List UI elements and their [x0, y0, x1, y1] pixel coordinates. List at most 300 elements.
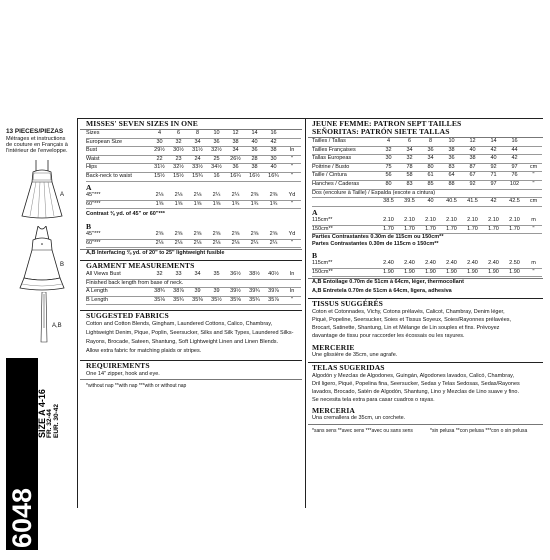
- fr-size-row-value: 32: [378, 146, 399, 155]
- en-size-row-value: 42: [264, 138, 283, 147]
- fr-size-row-value: 16: [504, 138, 525, 146]
- en-size-row-value: 6: [169, 130, 188, 138]
- en-size-row-value: 28: [245, 155, 264, 164]
- fr-yardage-a-row-value: 2.10: [441, 217, 462, 225]
- en-size-row-value: 36: [207, 138, 226, 147]
- en-size-row-value: 40: [264, 164, 283, 173]
- en-size-row-value: 24: [188, 155, 207, 164]
- fr-yardage-b-row-unit: m: [525, 260, 542, 268]
- en-size-row-unit: In: [283, 147, 301, 156]
- en-size-row-value: 16: [264, 130, 283, 138]
- fr-size-row-label: Poitrine / Busto: [312, 163, 378, 172]
- fr-yardage-b-row-value: 2.40: [399, 260, 420, 268]
- fr-yardage-a-row-value: 2.10: [462, 217, 483, 225]
- fr-mercerie-title: MERCERIE: [312, 343, 355, 352]
- en-size-row-value: 32: [169, 138, 188, 147]
- en-garment-row-label: B Length: [86, 296, 150, 305]
- en-garment-row-label: All Views Bust: [86, 271, 150, 279]
- en-garment-row-value: 35⅛: [150, 296, 169, 305]
- en-size-row-value: 16¾: [264, 172, 283, 181]
- fr-size-row-value: 40: [483, 155, 504, 164]
- fr-size-row-value: 97: [504, 163, 525, 172]
- view-label-a: A: [60, 192, 65, 198]
- en-garment-row-value: 33: [169, 271, 188, 279]
- fr-yardage-b-row-value: 1.90: [462, 268, 483, 277]
- en-garment-row-value: 35⅞: [264, 296, 283, 305]
- en-b-label: B: [86, 222, 92, 231]
- fr-size-row-value: 12: [462, 138, 483, 146]
- es-merceria-title: MERCERIA: [312, 406, 355, 415]
- fr-yardage-b-row-value: 2.40: [378, 260, 399, 268]
- en-size-row-value: 34: [188, 138, 207, 147]
- en-yardage-b-row-value: 2⅝: [188, 231, 207, 239]
- en-garment-row-value: 38⅞: [169, 288, 188, 297]
- en-size-row-value: 38: [226, 138, 245, 147]
- fr-yardage-a-row-value: 2.10: [504, 217, 525, 225]
- fr-yardage-b-row-value: 1.90: [441, 268, 462, 277]
- fr-size-row-unit: [525, 155, 542, 164]
- fr-yardage-b-row-value: 1.90: [399, 268, 420, 277]
- es-telas-line-2: Dril ligero, Piqué, Popelina fina, Seersucker, Sedas y Telas Sedosas, Sedas/Rayones: [312, 381, 520, 387]
- en-size-row-value: 31½: [188, 147, 207, 156]
- fr-size-row: [312, 198, 542, 207]
- fr-size-row-label: Taille / Cintura: [312, 172, 378, 181]
- en-garment-row: [86, 288, 301, 297]
- en-yardage-b-row-value: 2⅛: [188, 239, 207, 248]
- en-yardage-b-row-label: 45"***: [86, 231, 150, 239]
- en-garment-row-label: A Length: [86, 288, 150, 297]
- fr-size-row-value: 4: [378, 138, 399, 146]
- en-yardage-b-row-value: 2⅛: [226, 239, 245, 248]
- fr-yardage-b-row-value: 2.40: [462, 260, 483, 268]
- en-yardage-b-row-value: 2⅛: [207, 239, 226, 248]
- es-contrast: Partes Contrastantes 0.30m de 115cm o 150cm**: [312, 241, 439, 247]
- en-yardage-a-row-unit: Yd: [283, 192, 301, 200]
- fr-size-row-unit: [525, 146, 542, 155]
- en-yardage-b-row-label: 60"***: [86, 239, 150, 248]
- fr-yardage-a-row-value: 2.10: [420, 217, 441, 225]
- fr-size-row-unit: ": [525, 172, 542, 181]
- en-size-row-value: 34½: [207, 164, 226, 173]
- en-size-row-value: 36: [226, 164, 245, 173]
- view-label-ab: A,B: [52, 323, 62, 329]
- en-garment-row-label: Finished back length from base of neck.: [86, 279, 301, 288]
- fr-size-row-unit: [525, 138, 542, 146]
- fr-size-row-value: 83: [399, 180, 420, 189]
- en-size-row-value: 25: [207, 155, 226, 164]
- en-garment-row-value: 35½: [207, 296, 226, 305]
- fr-yardage-a-row-value: 1.70: [399, 225, 420, 234]
- en-garment-row-value: 35¾: [169, 296, 188, 305]
- fr-size-row-value: 71: [483, 172, 504, 181]
- fr-size-row-value: 40: [420, 198, 441, 207]
- en-yardage-a-row: [86, 200, 301, 209]
- fr-size-row-unit: cm: [525, 198, 542, 207]
- fr-size-row-value: 40: [462, 146, 483, 155]
- en-size-row-value: 32½: [207, 147, 226, 156]
- en-garment-row-value: 40½: [264, 271, 283, 279]
- en-garment-row-value: 38½: [245, 271, 264, 279]
- fr-yardage-a-row: [312, 217, 542, 225]
- en-size-row-value: 10: [207, 130, 226, 138]
- en-yardage-a-row-value: 2¼: [207, 192, 226, 200]
- en-size-row-value: 16¼: [226, 172, 245, 181]
- en-size-row-value: 16½: [245, 172, 264, 181]
- fr-yardage-a-row-value: 1.70: [504, 225, 525, 234]
- en-requirements-title: REQUIREMENTS: [86, 361, 150, 370]
- en-size-row: [86, 172, 301, 181]
- en-size-row-value: 38: [264, 147, 283, 156]
- en-a-table: [86, 192, 301, 209]
- fr-size-row-value: 38.5: [378, 198, 399, 207]
- en-size-row-value: 30: [264, 155, 283, 164]
- pieces-label: 13 PIECES/PIEZAS: [6, 128, 64, 135]
- fr-size-row-value: 38: [441, 146, 462, 155]
- fr-size-row-unit: ": [525, 180, 542, 189]
- en-garment-row-unit: In: [283, 288, 301, 297]
- fr-size-row-value: 92: [483, 163, 504, 172]
- fr-yardage-a-row-value: 2.10: [378, 217, 399, 225]
- fr-yardage-b-row-value: 2.40: [483, 260, 504, 268]
- en-yardage-b-row-value: 2⅝: [207, 231, 226, 239]
- en-size-row-unit: ": [283, 172, 301, 181]
- en-yardage-b-row-value: 2⅛: [169, 239, 188, 248]
- fr-yardage-b-row: [312, 260, 542, 268]
- fr-size-row-value: 97: [483, 180, 504, 189]
- en-size-row: [86, 155, 301, 164]
- fr-tissus-line-4: davantage de tissu pour raccorder les écossais ou les rayures.: [312, 333, 465, 339]
- fr-yardage-a-row-label: 150cm**: [312, 225, 378, 234]
- fr-yardage-a-row-value: 1.70: [441, 225, 462, 234]
- en-garment-row-value: 39⅞: [264, 288, 283, 297]
- fr-yardage-b-row-label: 150cm**: [312, 268, 378, 277]
- en-yardage-a-row-value: 1⅝: [150, 200, 169, 209]
- fr-size-row-value: 80: [420, 163, 441, 172]
- french-note-2: de couture en Français à: [6, 142, 68, 148]
- en-size-row-unit: ": [283, 164, 301, 173]
- en-garment-row-value: 36½: [226, 271, 245, 279]
- fr-yardage-b-row-value: 2.50: [504, 260, 525, 268]
- french-note-1: Métrages et instructions: [6, 136, 66, 142]
- en-garment-row-value: 39½: [226, 288, 245, 297]
- left-divider: [77, 118, 78, 508]
- en-contrast: Contrast ⅜ yd. of 45" or 60"***: [86, 211, 165, 217]
- en-garment-row-value: 35⅝: [226, 296, 245, 305]
- fr-tissus-line-3: Brocart, Satinette, Shantung, Lin et Mélange de Lin souples et fins. Prévoyez: [312, 325, 500, 331]
- en-size-row-value: 15¾: [188, 172, 207, 181]
- en-size-row-value: 36: [245, 147, 264, 156]
- fr-yardage-b-row-label: 115cm**: [312, 260, 378, 268]
- fr-size-row-value: 83: [441, 163, 462, 172]
- fr-size-row-label: Dos (encolure à Taille) / Espalda (escote a cintura): [312, 189, 542, 198]
- en-size-row-value: 8: [188, 130, 207, 138]
- en-size-row-value: 29½: [150, 147, 169, 156]
- fr-size-row-value: 80: [378, 180, 399, 189]
- en-garment-row-unit: In: [283, 271, 301, 279]
- dress-a-illustration: [18, 158, 68, 220]
- en-yardage-a-row-value: 2⅛: [150, 192, 169, 200]
- en-size-row: [86, 147, 301, 156]
- fr-size-row: [312, 155, 542, 164]
- fr-yardage-a-row: [312, 225, 542, 234]
- en-size-row: [86, 138, 301, 147]
- en-yardage-a-row-value: 2⅛: [169, 192, 188, 200]
- fr-size-row-label: Hanches / Caderas: [312, 180, 378, 189]
- fr-size-row-value: 39.5: [399, 198, 420, 207]
- en-garment-row-value: 39¾: [245, 288, 264, 297]
- en-garment-row-value: 35¾: [245, 296, 264, 305]
- es-telas-title: TELAS SUGERIDAS: [312, 363, 385, 372]
- back-view-illustration: [38, 292, 50, 344]
- dress-b-illustration: [18, 226, 68, 292]
- en-yardage-b-row-unit: Yd: [283, 231, 301, 239]
- fr-size-row-value: 75: [378, 163, 399, 172]
- en-garment-row: [86, 296, 301, 305]
- en-size-row-label: European Size: [86, 138, 150, 147]
- en-size-row: [86, 130, 301, 138]
- fr-size-row: [312, 138, 542, 146]
- en-size-row-value: 14: [245, 130, 264, 138]
- fr-yardage-b-row-value: 1.90: [483, 268, 504, 277]
- fr-size-row-value: 42.5: [504, 198, 525, 207]
- en-size-row-value: 12: [226, 130, 245, 138]
- fr-yardage-a-row-value: 2.10: [399, 217, 420, 225]
- en-size-row-value: 15½: [169, 172, 188, 181]
- fr-size-row-value: 8: [420, 138, 441, 146]
- en-garment-row-value: 32: [150, 271, 169, 279]
- fr-size-row-value: 42: [483, 198, 504, 207]
- en-yardage-b-row-value: 2⅝: [226, 231, 245, 239]
- es-telas-line-1: Algodón y Mezclas de Algodones, Guingán, Algodones lavados, Calicó, Chambray,: [312, 373, 514, 379]
- view-label-b: B: [60, 262, 65, 268]
- en-size-row-label: Sizes: [86, 130, 150, 138]
- en-b-table: [86, 231, 301, 248]
- en-yardage-b-row-value: 2¼: [264, 239, 283, 248]
- es-entretela: A,B Entretela 0.70m de 51cm à 64cm, ligera, adhesiva: [312, 288, 452, 294]
- en-yardage-b-row-value: 2¼: [245, 239, 264, 248]
- en-size-row-unit: ": [283, 155, 301, 164]
- fr-size-row-label: Tailles Françaises: [312, 146, 378, 155]
- fr-yardage-b-row-unit: ": [525, 268, 542, 277]
- fr-size-row-value: 6: [399, 138, 420, 146]
- fr-size-range: FR. 32-44: [46, 409, 53, 438]
- en-size-row-value: 33½: [188, 164, 207, 173]
- es-telas-line-4: Se necesita tela extra para casar cuadros o rayas.: [312, 397, 435, 403]
- fr-size-row-value: 88: [441, 180, 462, 189]
- en-fabrics-line-2: Lightweight Denim, Pique, Poplin, Seersucker, Silks and Silk Types, Laundered Silks-: [86, 330, 294, 336]
- en-garment-title: GARMENT MEASUREMENTS: [86, 261, 195, 270]
- pattern-number: 6048: [7, 487, 37, 548]
- fr-size-row-value: 56: [378, 172, 399, 181]
- en-interfacing: A,B Interfacing ⅜ yd. of 20" to 25" lightweight fusible: [86, 250, 225, 256]
- en-size-row-label: Back-neck to waist: [86, 172, 150, 181]
- center-divider: [305, 118, 306, 508]
- eur-size-range: EUR. 30-42: [53, 404, 60, 438]
- fr-size-row: [312, 180, 542, 189]
- fr-b-table: [312, 260, 542, 277]
- es-footnote: *sin pelusa **con pelusa ***con o sin pelusa: [430, 428, 528, 434]
- en-yardage-b-row-value: 2⅝: [245, 231, 264, 239]
- en-yardage-b-row-value: 2⅝: [264, 231, 283, 239]
- es-title: SEÑORITAS: PATRÓN SIETE TALLAS: [312, 127, 450, 136]
- en-yardage-b-row-unit: ": [283, 239, 301, 248]
- fr-size-table: [312, 138, 542, 207]
- en-garment-table: [86, 271, 301, 305]
- en-yardage-a-row-value: 1¾: [264, 200, 283, 209]
- en-requirements-text: One 14" zipper, hook and eye.: [86, 371, 160, 377]
- fr-size-row-value: 41.5: [462, 198, 483, 207]
- en-size-row-value: 22: [150, 155, 169, 164]
- fr-size-row-label: [312, 198, 378, 207]
- fr-entoilage: A,B Entoilage 0.70m de 51cm à 64cm, léger, thermocollant: [312, 279, 464, 285]
- en-title: MISSES' SEVEN SIZES IN ONE: [86, 119, 198, 128]
- fr-yardage-b-row-value: 1.90: [504, 268, 525, 277]
- fr-size-row-value: 92: [462, 180, 483, 189]
- fr-size-row-value: 34: [399, 146, 420, 155]
- fr-size-row-value: 78: [399, 163, 420, 172]
- en-size-table: [86, 130, 301, 182]
- en-fabrics-line-4: Allow extra fabric for matching plaids or stripes.: [86, 348, 202, 354]
- fr-yardage-b-row-value: 1.90: [420, 268, 441, 277]
- fr-size-row-value: 58: [399, 172, 420, 181]
- en-fabrics-line-3: Rayons, Brocade, Sateen, Shantung, Soft Lightweight Linen and Linen Blends.: [86, 339, 279, 345]
- fr-b-label: B: [312, 251, 318, 260]
- en-size-row-value: 4: [150, 130, 169, 138]
- fr-size-row-value: 32: [399, 155, 420, 164]
- es-merceria-text: Una cremallera de 35cm, un corchete.: [312, 415, 406, 421]
- en-size-row-value: 32½: [169, 164, 188, 173]
- fr-size-row-value: 30: [378, 155, 399, 164]
- fr-footnote: *sans sens **avec sens ***avec ou sans sens: [312, 428, 413, 434]
- en-size-row-value: 23: [169, 155, 188, 164]
- fr-yardage-b-row: [312, 268, 542, 277]
- en-yardage-a-row-unit: ": [283, 200, 301, 209]
- en-size-row-value: 38: [245, 164, 264, 173]
- en-yardage-a-row-value: 1¾: [245, 200, 264, 209]
- size-range: SIZE A 4-16: [37, 389, 47, 438]
- en-size-row-label: Waist: [86, 155, 150, 164]
- en-yardage-a-row-value: 1⅝: [207, 200, 226, 209]
- en-size-row-value: 16: [207, 172, 226, 181]
- en-garment-row-value: 38¾: [150, 288, 169, 297]
- en-yardage-b-row: [86, 231, 301, 239]
- en-garment-row-value: 35⅜: [188, 296, 207, 305]
- fr-yardage-a-row-unit: m: [525, 217, 542, 225]
- fr-size-row-value: 67: [462, 172, 483, 181]
- fr-size-row-value: 76: [504, 172, 525, 181]
- fr-tissus-line-1: Coton et Cotonnades, Vichy, Cotons prélavés, Calicot, Chambray, Denim léger,: [312, 309, 505, 315]
- fr-size-row-value: 61: [420, 172, 441, 181]
- fr-yardage-b-row-value: 1.90: [378, 268, 399, 277]
- fr-contrast: Parties Contrastantes 0.30m de 115cm ou 150cm**: [312, 234, 444, 240]
- fr-size-row-value: 40.5: [441, 198, 462, 207]
- fr-size-row-value: 102: [504, 180, 525, 189]
- en-size-row-value: 40: [245, 138, 264, 147]
- en-garment-row-value: 35: [207, 271, 226, 279]
- fr-tissus-line-2: Piqué, Popeline, Seersucker, Soies et Tissus Soyeux, Soies/Rayonnes prélavées,: [312, 317, 512, 323]
- fr-size-row-unit: cm: [525, 163, 542, 172]
- fr-size-row: [312, 172, 542, 181]
- fr-size-row-value: 44: [504, 146, 525, 155]
- fr-size-row-label: Tallas Europeas: [312, 155, 378, 164]
- fr-size-row: [312, 146, 542, 155]
- fr-yardage-a-row-value: 1.70: [420, 225, 441, 234]
- en-yardage-a-row-label: 60"***: [86, 200, 150, 209]
- es-telas-line-3: lavados, Brocado, Satén de Algodón, Shantung, Lino y Mezclas de Lino suave y fino.: [312, 389, 519, 395]
- fr-yardage-a-row-label: 115cm**: [312, 217, 378, 225]
- fr-a-label: A: [312, 208, 318, 217]
- fr-size-row-value: 34: [420, 155, 441, 164]
- en-yardage-b-row-value: 2⅝: [150, 231, 169, 239]
- fr-size-row: [312, 163, 542, 172]
- fr-yardage-a-row-value: 1.70: [462, 225, 483, 234]
- en-size-row-value: 34: [226, 147, 245, 156]
- en-fabrics-title: SUGGESTED FABRICS: [86, 311, 169, 320]
- en-garment-row-value: 39: [207, 288, 226, 297]
- en-size-row-value: 30½: [169, 147, 188, 156]
- en-size-row-label: Bust: [86, 147, 150, 156]
- fr-size-row-value: 38: [462, 155, 483, 164]
- fr-size-row: [312, 189, 542, 198]
- en-yardage-b-row-value: 2⅛: [150, 239, 169, 248]
- en-size-row: [86, 164, 301, 173]
- en-yardage-a-row-value: 2⅜: [245, 192, 264, 200]
- en-yardage-a-row-value: 1¾: [226, 200, 245, 209]
- french-note-3: l'intérieur de l'enveloppe.: [6, 148, 68, 154]
- en-garment-row-value: 39: [188, 288, 207, 297]
- fr-yardage-b-row-value: 2.40: [441, 260, 462, 268]
- fr-size-row-value: 64: [441, 172, 462, 181]
- fr-size-row-value: 42: [483, 146, 504, 155]
- en-yardage-b-row-value: 2⅝: [169, 231, 188, 239]
- en-yardage-a-row-value: 1⅝: [188, 200, 207, 209]
- en-size-row-value: 30: [150, 138, 169, 147]
- fr-size-row-value: 42: [504, 155, 525, 164]
- en-yardage-a-row-value: 2¼: [226, 192, 245, 200]
- fr-tissus-title: TISSUS SUGGÉRÉS: [312, 299, 383, 308]
- fr-yardage-a-row-value: 1.70: [378, 225, 399, 234]
- en-fabrics-line-1: Cotton and Cotton Blends, Gingham, Laundered Cottons, Calico, Chambray,: [86, 321, 273, 327]
- fr-size-row-value: 14: [483, 138, 504, 146]
- fr-yardage-b-row-value: 2.40: [420, 260, 441, 268]
- en-size-row-value: 31½: [150, 164, 169, 173]
- fr-size-row-value: 10: [441, 138, 462, 146]
- en-size-row-value: 26½: [226, 155, 245, 164]
- fr-title: JEUNE FEMME: PATRON SEPT TAILLES: [312, 119, 462, 128]
- fr-size-row-label: Tailles / Tallas: [312, 138, 378, 146]
- en-garment-row: [86, 271, 301, 279]
- en-footnote: *without nap **with nap ***with or without nap: [86, 383, 187, 389]
- en-size-row-value: 15½: [150, 172, 169, 181]
- en-yardage-b-row: [86, 239, 301, 248]
- fr-size-row-value: 87: [462, 163, 483, 172]
- fr-yardage-a-row-value: 2.10: [483, 217, 504, 225]
- en-yardage-a-row-value: 1⅝: [169, 200, 188, 209]
- fr-size-row-value: 36: [441, 155, 462, 164]
- en-yardage-a-row-value: 2⅛: [188, 192, 207, 200]
- fr-yardage-a-row-value: 1.70: [483, 225, 504, 234]
- en-garment-row-unit: ": [283, 296, 301, 305]
- en-yardage-a-row: [86, 192, 301, 200]
- en-size-row-label: Hips: [86, 164, 150, 173]
- en-yardage-a-row-label: 45"***: [86, 192, 150, 200]
- en-garment-row-value: 34: [188, 271, 207, 279]
- en-a-label: A: [86, 183, 92, 192]
- fr-size-row-value: 36: [420, 146, 441, 155]
- en-size-row-unit: [283, 138, 301, 147]
- fr-mercerie-text: Une glissière de 35cm, une agrafe.: [312, 352, 398, 358]
- fr-yardage-a-row-unit: ": [525, 225, 542, 234]
